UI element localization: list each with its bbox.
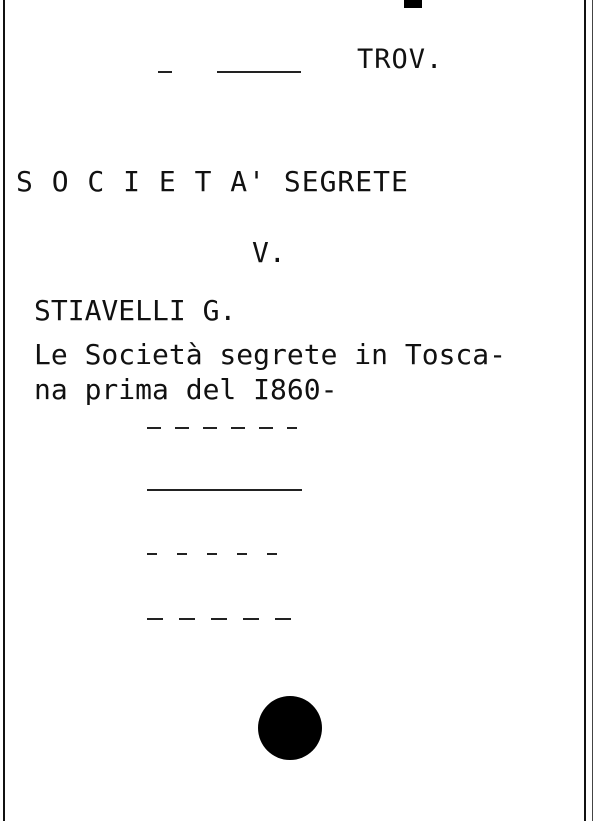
card-right-edge: [584, 0, 586, 821]
separator-row: [147, 618, 292, 620]
see-reference: V.: [252, 236, 286, 269]
title-line-2: na prima del I860-: [34, 373, 338, 406]
separator-row: [147, 427, 297, 429]
subject-heading: S O C I E T A' SEGRETE: [16, 165, 409, 198]
separator-dash: [158, 71, 172, 73]
card-left-edge: [3, 0, 5, 821]
ink-speck: [404, 0, 422, 8]
punch-hole: [258, 696, 322, 760]
separator-row: [147, 553, 297, 555]
title-line-1: Le Società segrete in Tosca-: [34, 338, 507, 371]
card-right-edge-inner: [592, 0, 593, 821]
separator-dash: [217, 71, 301, 73]
trov-heading: TROV.: [357, 44, 444, 75]
author-name: STIAVELLI G.: [34, 294, 237, 327]
separator-row: [147, 489, 302, 491]
